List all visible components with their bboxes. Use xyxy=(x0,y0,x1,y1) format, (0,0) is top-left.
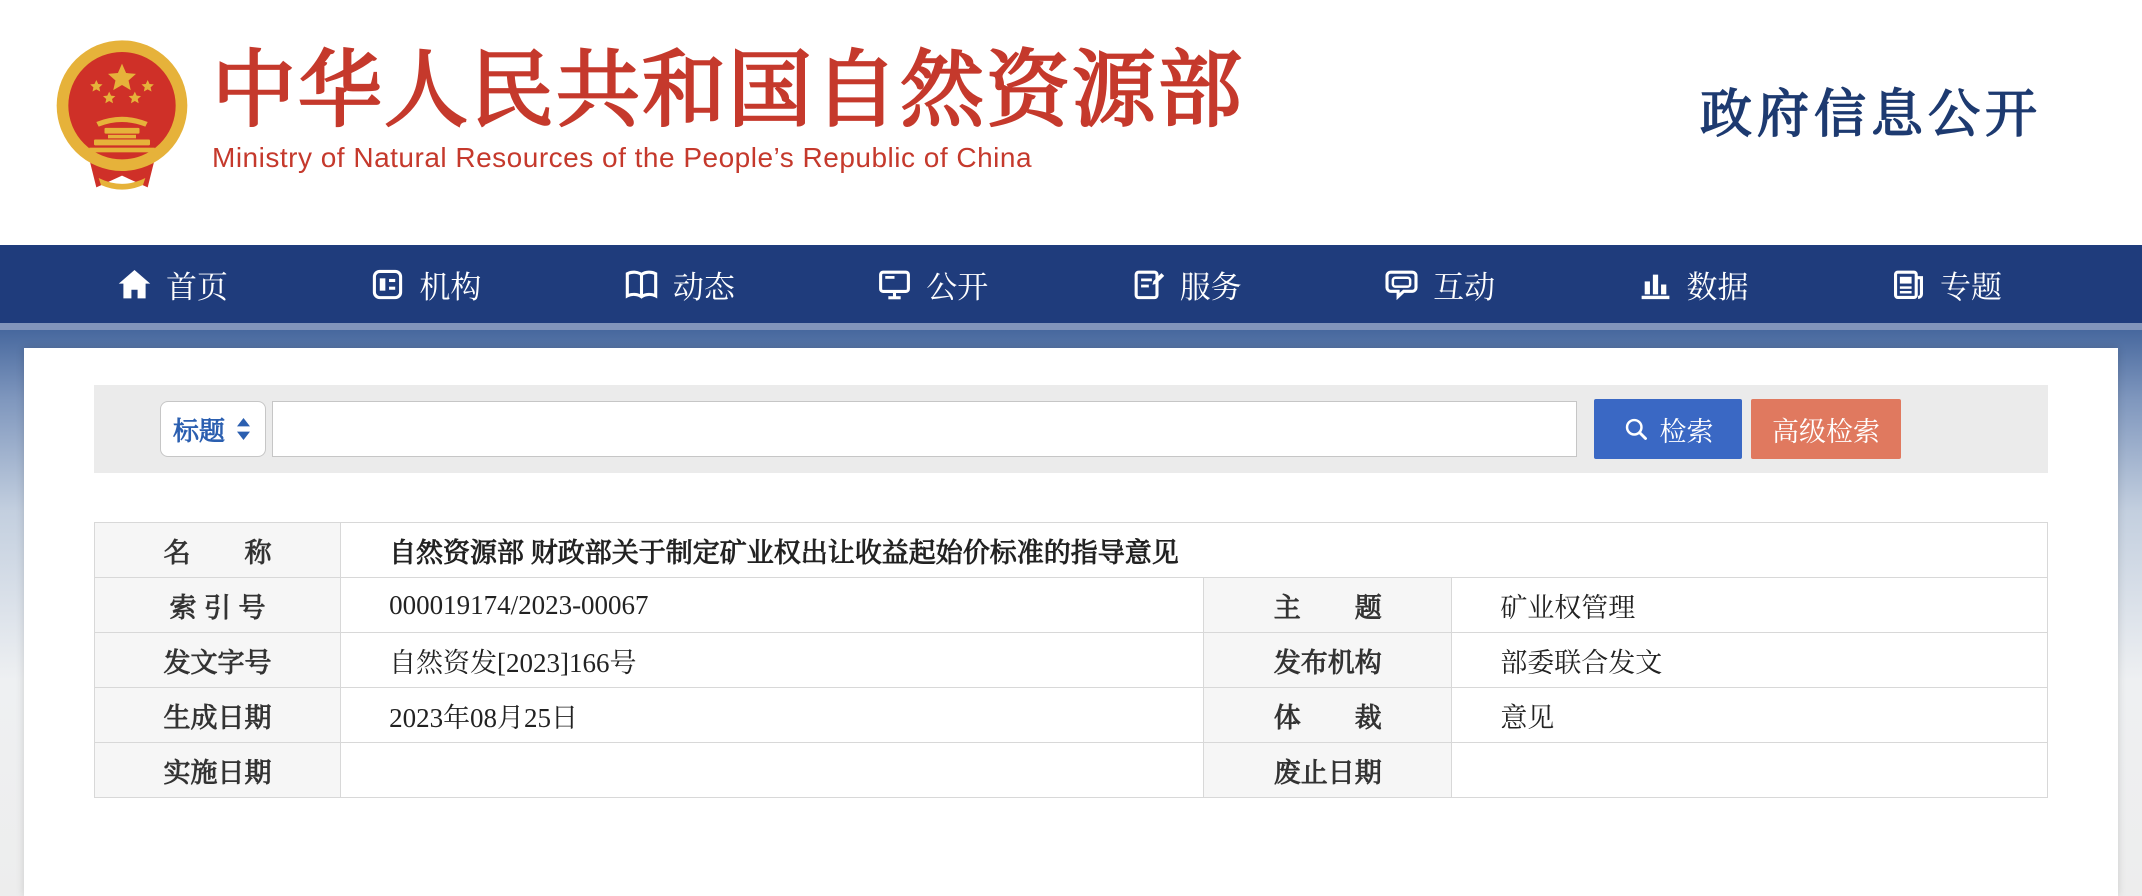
table-row xyxy=(95,578,2048,633)
search-field-select[interactable] xyxy=(160,401,266,457)
genre-label: 体 裁 xyxy=(1204,688,1452,743)
search-bar xyxy=(94,385,2048,473)
table-row xyxy=(95,523,2048,578)
organization-icon xyxy=(369,266,406,303)
nav-label: 机构 xyxy=(419,269,482,305)
topic-value: 矿业权管理 xyxy=(1452,578,2048,633)
bar-chart-icon xyxy=(1637,266,1674,303)
monitor-icon xyxy=(876,266,913,303)
document-metadata-table xyxy=(94,522,2048,798)
nav-label: 专题 xyxy=(1939,269,2002,305)
nav-item-disclosure[interactable] xyxy=(876,262,988,307)
nav-label: 服务 xyxy=(1179,269,1242,305)
search-field-label: 标题 xyxy=(172,415,225,446)
home-icon xyxy=(116,266,153,303)
nav-label: 互动 xyxy=(1433,269,1496,305)
nav-item-topics[interactable] xyxy=(1890,262,2002,307)
nav-item-organization[interactable] xyxy=(369,262,481,307)
nav-label: 动态 xyxy=(672,269,735,305)
site-subtitle-en: Ministry of Natural Resources of the People’s Republic of China xyxy=(212,142,1033,174)
topic-label: 主 题 xyxy=(1204,578,1452,633)
impl-date-value xyxy=(341,743,1204,798)
magnifier-icon xyxy=(1623,416,1650,443)
search-button[interactable] xyxy=(1594,399,1742,459)
gen-date-value: 2023年08月25日 xyxy=(341,688,1204,743)
table-row xyxy=(95,633,2048,688)
search-button-label: 检索 xyxy=(1659,416,1714,447)
nav-bottom-band xyxy=(0,323,2142,330)
gen-date-label: 生成日期 xyxy=(95,688,341,743)
index-label: 索 引 号 xyxy=(95,578,341,633)
newspaper-icon xyxy=(1890,266,1927,303)
content-panel xyxy=(24,348,2118,896)
nav-label: 首页 xyxy=(166,269,228,305)
genre-value: 意见 xyxy=(1452,688,2048,743)
nav-item-interaction[interactable] xyxy=(1383,262,1495,307)
name-label: 名 称 xyxy=(95,523,341,578)
agency-label: 发布机构 xyxy=(1204,633,1452,688)
nav-item-service[interactable] xyxy=(1130,262,1242,307)
impl-date-label: 实施日期 xyxy=(95,743,341,798)
nav-label: 公开 xyxy=(926,269,989,305)
index-value: 000019174/2023-00067 xyxy=(341,578,1204,633)
doc-number-value: 自然资发[2023]166号 xyxy=(341,633,1204,688)
name-value: 自然资源部 财政部关于制定矿业权出让收益起始价标准的指导意见 xyxy=(341,523,2048,578)
agency-value: 部委联合发文 xyxy=(1452,633,2048,688)
table-row xyxy=(95,743,2048,798)
sort-arrows-icon xyxy=(234,416,253,442)
doc-number-label: 发文字号 xyxy=(95,633,341,688)
table-row xyxy=(95,688,2048,743)
search-input[interactable] xyxy=(272,401,1577,457)
news-book-icon xyxy=(623,266,660,303)
advanced-search-button[interactable]: 高级检索 xyxy=(1751,399,1901,459)
national-emblem-logo xyxy=(52,36,192,194)
page-title: 政府信息公开 xyxy=(1699,87,2042,144)
abolish-date-label: 废止日期 xyxy=(1204,743,1452,798)
chat-bubble-icon xyxy=(1383,266,1420,303)
content-background xyxy=(0,330,2142,896)
brand-block xyxy=(212,44,1244,174)
nav-label: 数据 xyxy=(1686,269,1749,305)
nav-item-data[interactable] xyxy=(1637,262,1749,307)
nav-item-news[interactable] xyxy=(623,262,735,307)
abolish-date-value xyxy=(1452,743,2048,798)
site-title: 中华人民共和国自然资源部 xyxy=(212,43,1245,137)
main-nav xyxy=(0,245,2142,323)
site-header xyxy=(0,0,2142,245)
nav-item-home[interactable] xyxy=(116,262,228,307)
service-doc-icon xyxy=(1130,266,1167,303)
